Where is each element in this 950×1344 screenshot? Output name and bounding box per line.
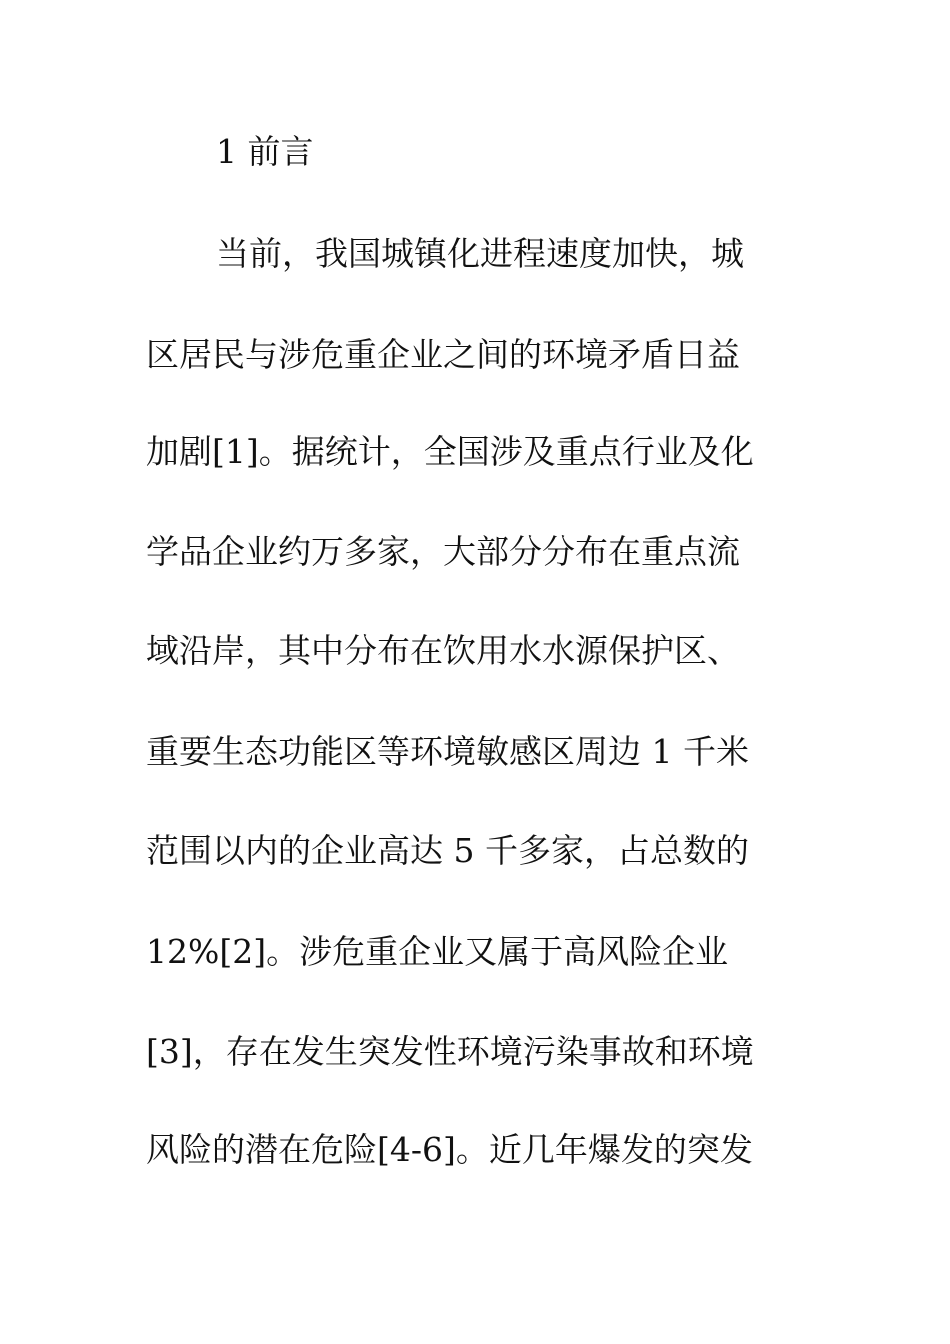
paragraph-line-6: 重要生态功能区等环境敏感区周边 1 千米: [146, 732, 749, 771]
paragraph-line-10: 风险的潜在危险[4-6]。近几年爆发的突发: [146, 1130, 753, 1169]
paragraph-line-4: 学品企业约万多家，大部分分布在重点流: [146, 532, 740, 571]
paragraph-line-7: 范围以内的企业高达 5 千多家，占总数的: [146, 831, 749, 870]
paragraph-line-2: 区居民与涉危重企业之间的环境矛盾日益: [146, 335, 740, 374]
paragraph-line-9: [3]，存在发生突发性环境污染事故和环境: [146, 1032, 754, 1071]
paragraph-line-8: 12%[2]。涉危重企业又属于高风险企业: [146, 932, 729, 971]
paragraph-line-5: 域沿岸，其中分布在饮用水水源保护区、: [146, 631, 740, 670]
paragraph-line-1: 当前，我国城镇化进程速度加快，城: [216, 234, 744, 273]
section-heading: 1 前言: [216, 132, 314, 171]
paragraph-line-3: 加剧[1]。据统计，全国涉及重点行业及化: [146, 432, 754, 471]
